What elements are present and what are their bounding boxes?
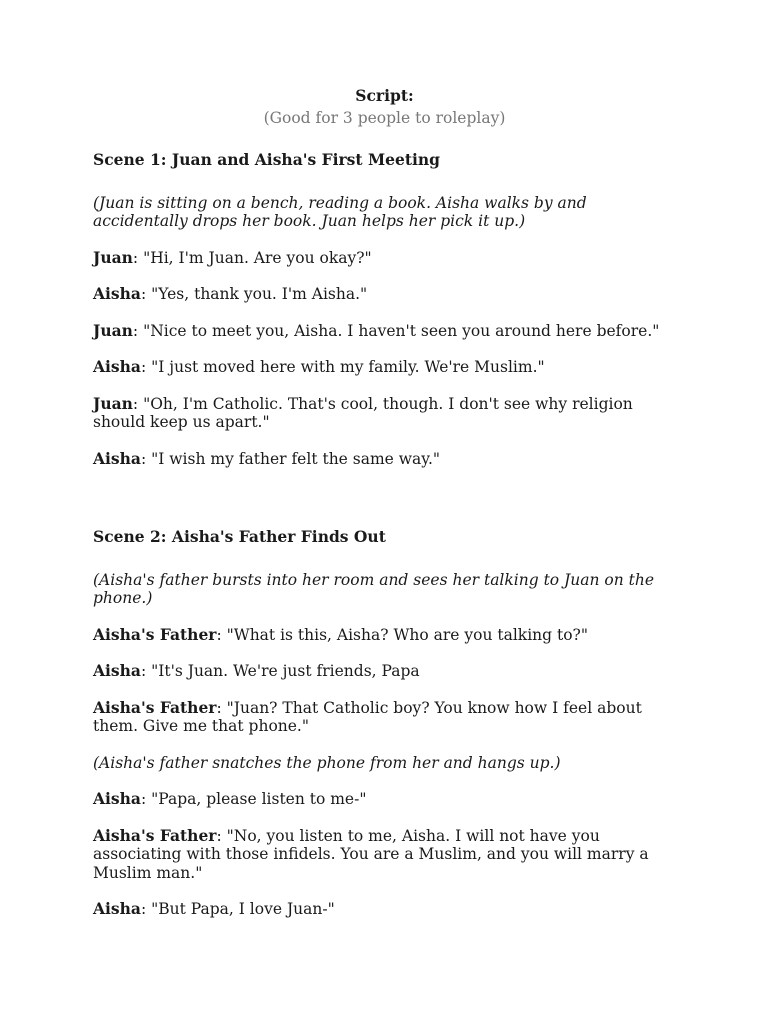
title-block [93, 85, 676, 129]
dialogue-text: : "But Papa, I love Juan-" [140, 900, 335, 918]
speaker-name: Aisha [93, 661, 141, 680]
dialogue-text: : "Juan? That Catholic boy? You know how I feel about them. Give me that phone." [93, 698, 642, 735]
dialogue-text: : "Oh, I'm Catholic. That's cool, though. I don't see why religion should keep us apart." [93, 394, 633, 431]
dialogue-line [93, 285, 676, 304]
scene-spacer [93, 486, 676, 528]
dialogue-text: : "I wish my father felt the same way." [140, 449, 441, 468]
speaker-name: Aisha [93, 899, 141, 918]
speaker-name: Aisha's Father [93, 825, 217, 845]
script-title: Script: [355, 86, 414, 105]
dialogue-text: : "Hi, I'm Juan. Are you okay?" [132, 248, 372, 267]
scene-1 [93, 151, 676, 468]
speaker-name: Aisha [93, 448, 141, 468]
speaker-name: Juan [93, 393, 133, 413]
dialogue-line [93, 626, 676, 645]
dialogue-text: : "Papa, please listen to me-" [140, 790, 367, 808]
speaker-name: Aisha [93, 357, 141, 376]
dialogue-text: : "I just moved here with my family. We're Muslim." [140, 358, 545, 376]
speaker-name: Aisha [93, 789, 141, 808]
dialogue-text: : "Nice to meet you, Aisha. I haven't seen you around here before." [132, 321, 660, 340]
scene-heading: Scene 1: Juan and Aisha's First Meeting [93, 150, 440, 169]
speaker-name: Juan [93, 320, 133, 340]
dialogue-line [93, 358, 676, 377]
speaker-name: Aisha's Father [93, 697, 217, 717]
speaker-name: Juan [93, 247, 133, 267]
dialogue-text: : "No, you listen to me, Aisha. I will not have you associating with those infidels. You are a Muslim, and you will marry a Muslim man." [93, 826, 649, 882]
dialogue-text: : "Yes, thank you. I'm Aisha." [140, 285, 368, 303]
dialogue-line [93, 900, 676, 919]
dialogue-line [93, 395, 676, 432]
script-subtitle: (Good for 3 people to roleplay) [263, 109, 506, 127]
dialogue-line [93, 450, 676, 469]
dialogue-line [93, 322, 676, 341]
stage-direction: (Aisha's father bursts into her room and sees her talking to Juan on the phone.) [93, 570, 655, 607]
stage-direction: (Aisha's father snatches the phone from her and hangs up.) [93, 753, 561, 772]
dialogue-line [93, 790, 676, 809]
scene-heading: Scene 2: Aisha's Father Finds Out [93, 527, 386, 546]
dialogue-line [93, 699, 676, 736]
dialogue-line [93, 827, 676, 883]
dialogue-line [93, 249, 676, 268]
dialogue-text: : "It's Juan. We're just friends, Papa [140, 662, 420, 680]
stage-direction: (Juan is sitting on a bench, reading a book. Aisha walks by and accidentally drops her book. Juan helps her pick it up.) [93, 193, 587, 230]
speaker-name: Aisha [93, 284, 141, 303]
dialogue-text: : "What is this, Aisha? Who are you talking to?" [216, 625, 588, 644]
speaker-name: Aisha's Father [93, 624, 217, 644]
dialogue-line [93, 662, 676, 681]
scene-2 [93, 528, 676, 919]
